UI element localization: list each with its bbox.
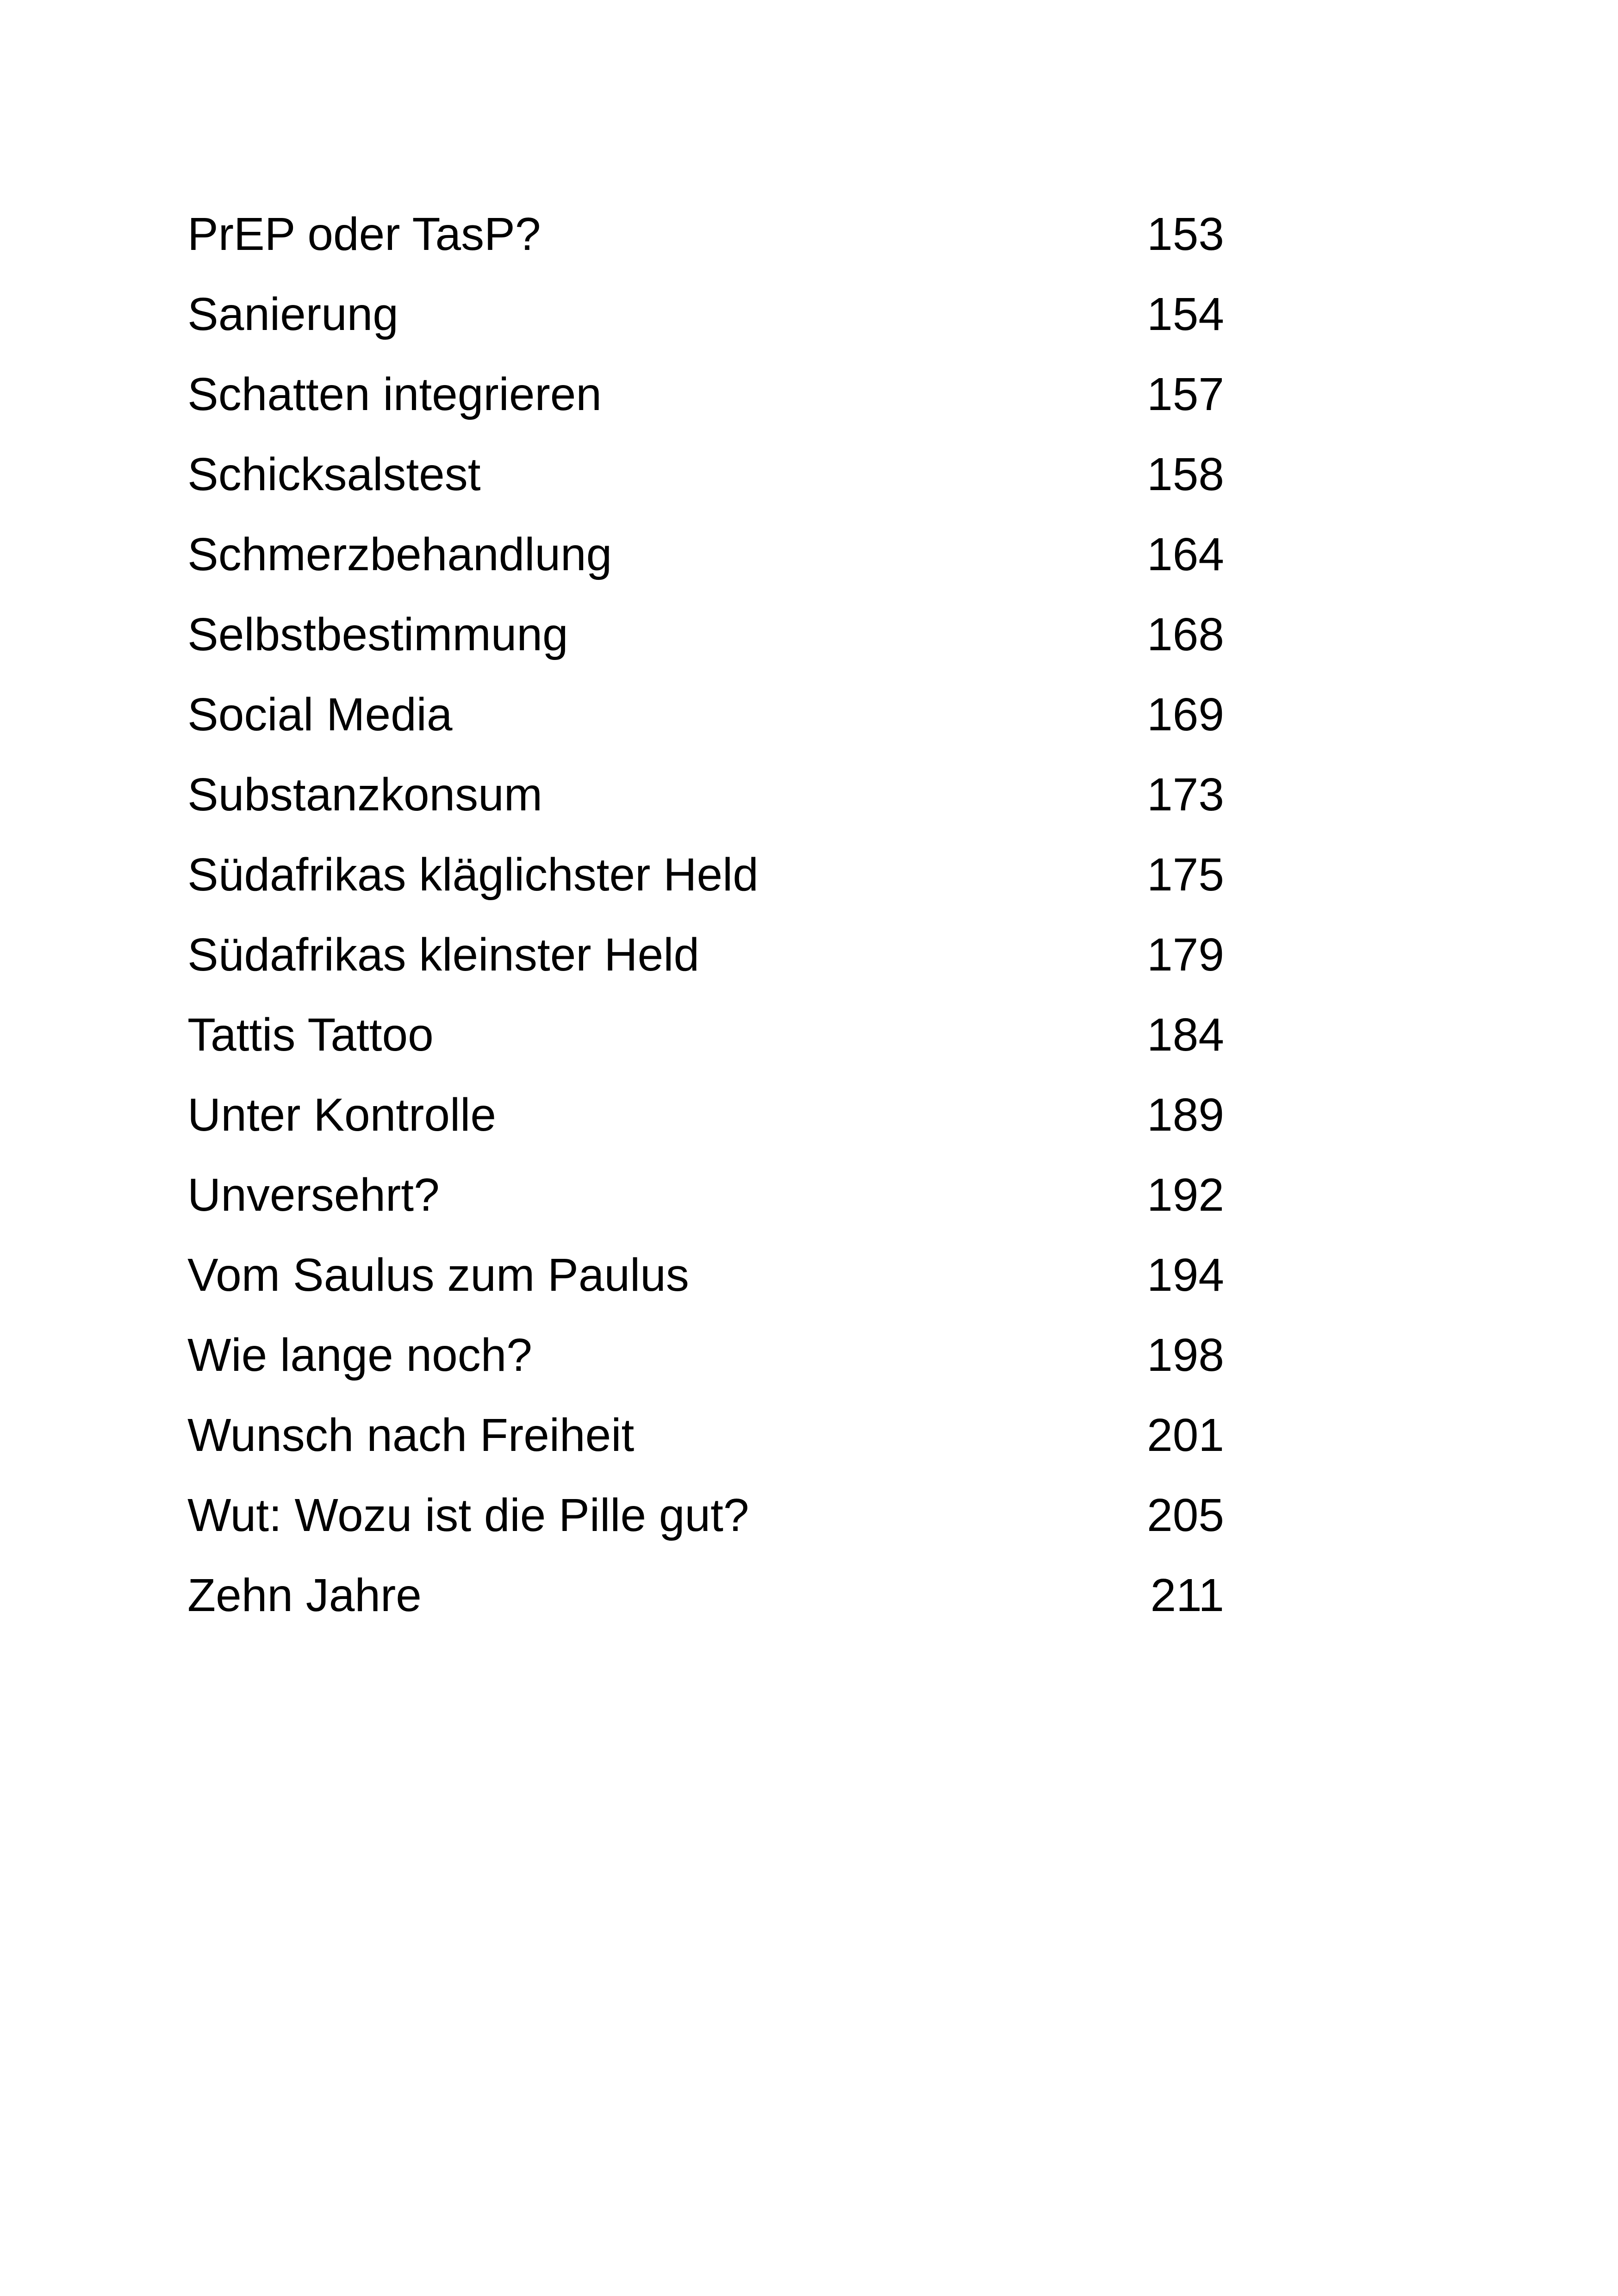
toc-entry-page-number: 168 bbox=[1147, 609, 1224, 660]
toc-entry-page-number: 201 bbox=[1147, 1409, 1224, 1461]
toc-entry-page-number: 189 bbox=[1147, 1089, 1224, 1141]
toc-entry-title: Tattis Tattoo bbox=[187, 1009, 434, 1061]
toc-entry-page-number: 158 bbox=[1147, 448, 1224, 500]
toc-entry-title: Social Media bbox=[187, 689, 453, 740]
toc-entry-page-number: 164 bbox=[1147, 529, 1224, 580]
toc-entry-page-number: 154 bbox=[1147, 288, 1224, 340]
toc-entry-title: PrEP oder TasP? bbox=[187, 208, 541, 260]
toc-entry-title: Schatten integrieren bbox=[187, 368, 602, 420]
toc-entry bbox=[187, 1155, 1224, 1235]
toc-entry bbox=[187, 1315, 1224, 1395]
toc-entry-title: Wunsch nach Freiheit bbox=[187, 1409, 635, 1461]
toc-entry-title: Südafrikas kleinster Held bbox=[187, 929, 700, 981]
toc-entry-page-number: 205 bbox=[1147, 1489, 1224, 1541]
toc-entry bbox=[187, 515, 1224, 595]
table-of-contents bbox=[187, 194, 1224, 1636]
toc-entry-page-number: 194 bbox=[1147, 1249, 1224, 1301]
toc-entry bbox=[187, 435, 1224, 515]
toc-entry-title: Unter Kontrolle bbox=[187, 1089, 496, 1141]
toc-entry bbox=[187, 1235, 1224, 1315]
toc-entry-page-number: 184 bbox=[1147, 1009, 1224, 1061]
toc-entry bbox=[187, 995, 1224, 1075]
toc-entry bbox=[187, 835, 1224, 915]
toc-entry-page-number: 157 bbox=[1147, 368, 1224, 420]
toc-entry-title: Wut: Wozu ist die Pille gut? bbox=[187, 1489, 749, 1541]
toc-entry-page-number: 175 bbox=[1147, 849, 1224, 901]
toc-entry bbox=[187, 915, 1224, 995]
toc-entry-title: Selbstbestimmung bbox=[187, 609, 568, 660]
toc-entry-page-number: 211 bbox=[1150, 1569, 1224, 1621]
toc-entry-title: Südafrikas kläglichster Held bbox=[187, 849, 759, 901]
toc-entry bbox=[187, 1475, 1224, 1556]
toc-entry bbox=[187, 595, 1224, 675]
toc-entry-page-number: 179 bbox=[1147, 929, 1224, 981]
toc-entry-title: Wie lange noch? bbox=[187, 1329, 532, 1381]
toc-entry-page-number: 153 bbox=[1147, 208, 1224, 260]
toc-entry bbox=[187, 1556, 1224, 1636]
toc-entry bbox=[187, 755, 1224, 835]
toc-entry-title: Schicksalstest bbox=[187, 448, 481, 500]
toc-entry bbox=[187, 194, 1224, 274]
toc-entry-title: Substanzkonsum bbox=[187, 769, 543, 821]
toc-entry-title: Vom Saulus zum Paulus bbox=[187, 1249, 689, 1301]
toc-entry-title: Schmerzbehandlung bbox=[187, 529, 612, 580]
toc-entry-title: Sanierung bbox=[187, 288, 398, 340]
toc-entry bbox=[187, 274, 1224, 355]
toc-entry-page-number: 173 bbox=[1147, 769, 1224, 821]
toc-entry bbox=[187, 1075, 1224, 1155]
toc-entry bbox=[187, 1395, 1224, 1475]
toc-entry-page-number: 192 bbox=[1147, 1169, 1224, 1221]
toc-entry-title: Zehn Jahre bbox=[187, 1569, 422, 1621]
toc-entry-title: Unversehrt? bbox=[187, 1169, 440, 1221]
toc-entry bbox=[187, 355, 1224, 435]
toc-entry-page-number: 198 bbox=[1147, 1329, 1224, 1381]
toc-entry bbox=[187, 675, 1224, 755]
toc-entry-page-number: 169 bbox=[1147, 689, 1224, 740]
